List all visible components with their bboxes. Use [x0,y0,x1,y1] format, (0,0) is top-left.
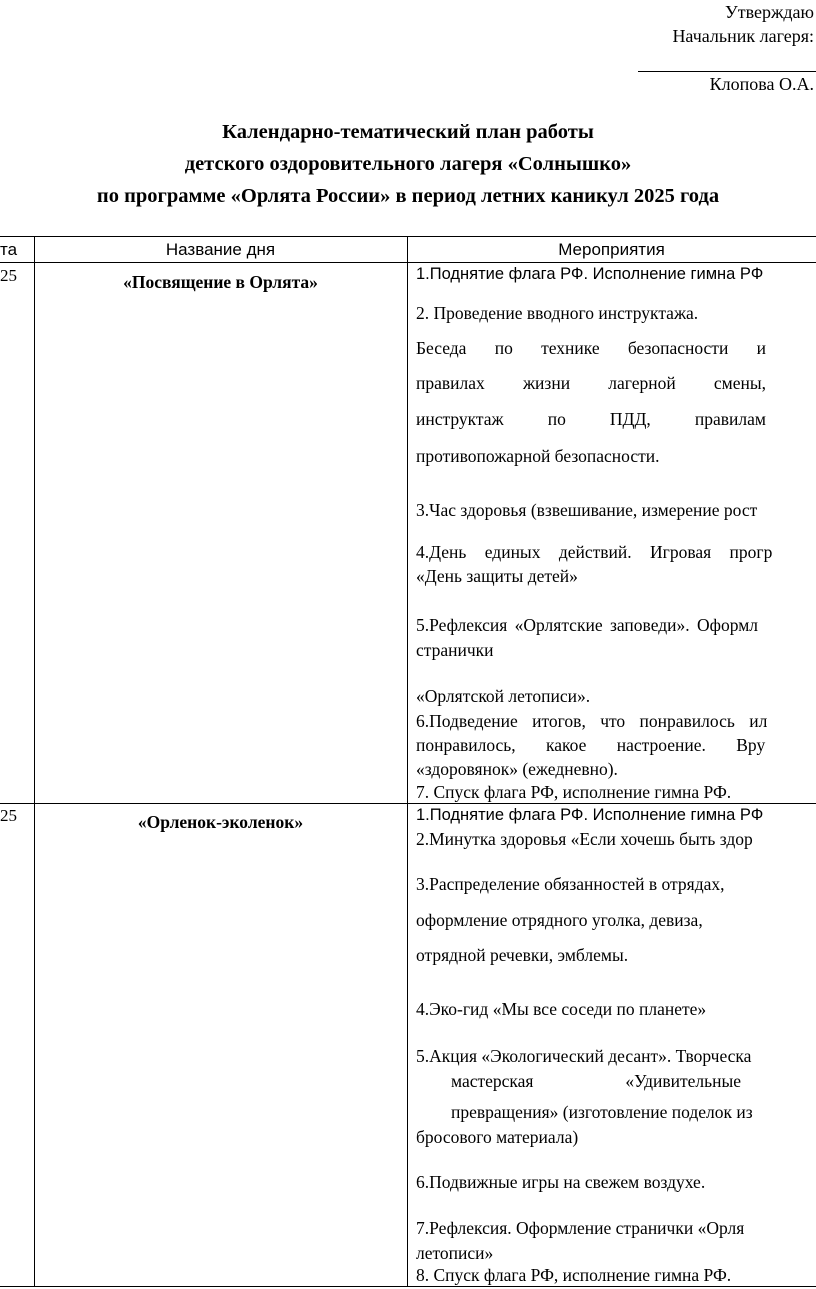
activity-line: 5.Рефлексия «Орлятские заповеди». Оформл [416,615,759,635]
activity-line: 7.Рефлексия. Оформление странички «Орля [416,1218,745,1238]
activity-line: понравилось, какое настроение. Вру [416,735,766,755]
col-divider-2 [407,236,408,1287]
row-divider [0,803,816,804]
table-border-bottom [0,1286,816,1287]
signature-line [638,71,816,72]
activity-line: противопожарной безопасности. [416,446,660,466]
activity-line: странички [416,640,494,660]
activity-line: летописи» [416,1243,494,1263]
header-date: та [0,240,18,259]
activity-line: правилах жизни лагерной смены, [416,373,766,393]
activity-line: 1.Поднятие флага РФ. Исполнение гимна РФ [416,265,764,283]
title-line-1: Календарно-тематический план работы [222,121,594,143]
approval-name: Клопова О.А. [709,74,814,94]
day-name: «Посвящение в Орлята» [123,272,318,292]
activity-line: 2.Минутка здоровья «Если хочешь быть здор [416,829,753,849]
activity-line: оформление отрядного уголка, девиза, [416,910,703,930]
activity-line: мастерская «Удивительные [451,1071,741,1091]
row-date: 25 [0,266,17,285]
activity-line: отрядной речевки, эмблемы. [416,945,629,965]
activity-line: 3.Распределение обязанностей в отрядах, [416,874,725,894]
header-activities: Мероприятия [558,240,665,259]
activity-line: «День защиты детей» [416,566,578,586]
activity-line: превращения» (изготовление поделок из [451,1102,753,1122]
title-line-2: детского оздоровительного лагеря «Солнышко» [184,153,632,175]
activity-line: Беседа по технике безопасности и [416,338,766,358]
activity-line: 6.Подведение итогов, что понравилось ил [416,711,768,731]
col-divider-1 [34,236,35,1287]
activity-line: 8. Спуск флага РФ, исполнение гимна РФ. [416,1265,732,1285]
activity-line: 6.Подвижные игры на свежем воздухе. [416,1172,706,1192]
title-line-3: по программе «Орлята России» в период летних каникул 2025 года [96,185,720,207]
approval-position: Начальник лагеря: [672,26,814,46]
row-date: 25 [0,806,17,825]
approval-approve: Утверждаю [724,2,814,22]
table-border-top [0,236,816,237]
activity-line: «Орлятской летописи». [416,686,591,706]
activity-line: 7. Спуск флага РФ, исполнение гимна РФ. [416,782,732,802]
activity-line: бросового материала) [416,1127,579,1147]
header-day-name: Название дня [165,240,276,259]
activity-line: 3.Час здоровья (взвешивание, измерение рост [416,500,758,520]
activity-line: инструктаж по ПДД, правилам [416,409,766,429]
activity-line: 4.Эко-гид «Мы все соседи по планете» [416,999,707,1019]
activity-line: «здоровянок» (ежедневно). [416,759,618,779]
activity-line: 5.Акция «Экологический десант». Творческа [416,1046,752,1066]
activity-line: 2. Проведение вводного инструктажа. [416,303,699,323]
day-name: «Орленок-эколенок» [137,812,304,832]
header-divider [0,262,816,263]
activity-line: 4.День единых действий. Игровая прогр [416,542,773,562]
activity-line: 1.Поднятие флага РФ. Исполнение гимна РФ [416,806,764,824]
